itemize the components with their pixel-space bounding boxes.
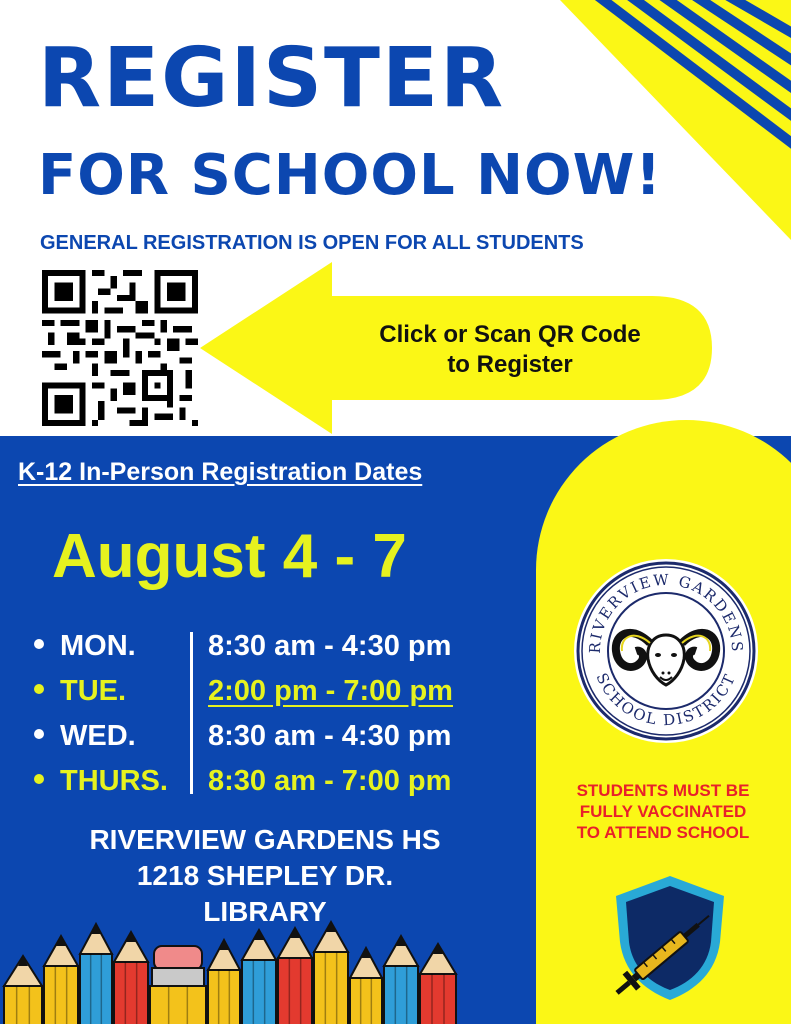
location-school: RIVERVIEW GARDENS HS	[89, 824, 441, 855]
vaccination-notice	[548, 780, 778, 843]
schedule-divider	[190, 632, 193, 794]
location-room: LIBRARY	[203, 896, 327, 927]
pencil-icon	[242, 930, 276, 1024]
in-person-dates-heading: K-12 In-Person Registration Dates	[18, 458, 423, 486]
title-for-school-now: FOR SCHOOL NOW!	[38, 143, 662, 208]
pencils-illustration	[0, 918, 470, 1024]
pencil-icon	[80, 924, 112, 1024]
click-or-scan-line1: Click or Scan QR Code	[379, 321, 641, 348]
schedule-time-thurs: 8:30 am - 7:00 pm	[208, 765, 452, 797]
pencil-icon	[114, 932, 148, 1024]
vaccination-notice-line1: STUDENTS MUST BE	[576, 781, 750, 800]
vaccination-notice-line2: FULLY VACCINATED	[579, 802, 747, 821]
pencil-icon	[208, 940, 240, 1024]
schedule-time-wed: 8:30 am - 4:30 pm	[208, 720, 452, 752]
august-dates: August 4 - 7	[52, 522, 407, 591]
general-registration-subheading: GENERAL REGISTRATION IS OPEN FOR ALL STUDENTS	[40, 232, 584, 254]
schedule-time-tue: 2:00 pm - 7:00 pm	[208, 675, 453, 707]
pencil-icon	[4, 956, 42, 1024]
seal-bottom-text: SCHOOL DISTRICT	[592, 670, 740, 730]
vaccination-notice-line3: TO ATTEND SCHOOL	[576, 823, 750, 842]
pencil-icon	[278, 928, 312, 1024]
pencil-icon	[150, 946, 206, 1024]
schedule-day-mon: MON.	[34, 632, 136, 661]
title-register: REGISTER	[38, 31, 506, 126]
bullet-icon	[34, 684, 44, 694]
bullet-icon	[34, 639, 44, 649]
schedule-time-mon: 8:30 am - 4:30 pm	[208, 630, 452, 662]
schedule-day-thurs: THURS.	[34, 767, 168, 796]
pencil-icon	[44, 936, 78, 1024]
pencil-icon	[384, 936, 418, 1024]
click-or-scan-line2: to Register	[447, 351, 573, 378]
district-seal-icon	[570, 555, 762, 747]
schedule-day-wed: WED.	[34, 722, 136, 751]
pencil-icon	[420, 944, 456, 1024]
location-block	[30, 822, 500, 930]
click-or-scan-label[interactable]	[330, 320, 690, 380]
pencil-icon	[350, 948, 382, 1024]
vaccine-shield-icon	[600, 872, 730, 1006]
qr-code-icon[interactable]	[42, 270, 198, 426]
pencil-icon	[314, 922, 348, 1024]
location-address: 1218 SHEPLEY DR.	[136, 860, 394, 891]
seal-top-text: RIVERVIEW GARDENS	[585, 570, 747, 654]
schedule-day-tue: TUE.	[34, 677, 126, 706]
bullet-icon	[34, 729, 44, 739]
bullet-icon	[34, 774, 44, 784]
